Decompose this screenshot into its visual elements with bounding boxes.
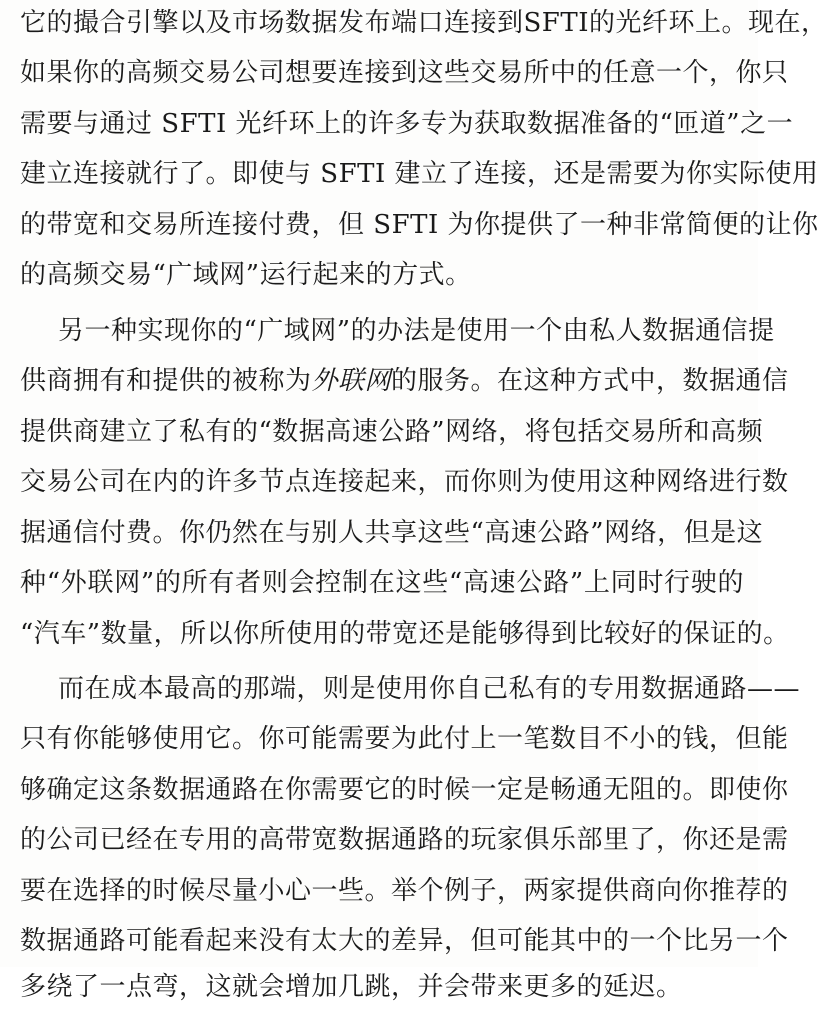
- paragraph-first-line: 另一种实现你的“广域网”的办法是使用一个由私人数据通信提: [58, 316, 775, 346]
- text-line: “汽车”数量，所以你所使用的带宽还是能够得到比较好的保证的。: [20, 619, 790, 649]
- text-line: 多绕了一点弯，这就会增加几跳，并会带来更多的延迟。: [20, 972, 683, 1002]
- text-line: 需要与通过 SFTI 光纤环上的许多专为获取数据准备的“匝道”之一: [20, 109, 794, 139]
- text-segment: 的服务。在这种方式中，数据通信: [391, 366, 789, 396]
- text-line: 提供商建立了私有的“数据高速公路”网络，将包括交易所和高频: [20, 417, 764, 447]
- text-line: 数据通路可能看起来没有太大的差异，但可能其中的一个比另一个: [20, 926, 789, 956]
- text-line: 如果你的高频交易公司想要连接到这些交易所中的任意一个，你只: [20, 58, 789, 88]
- text-line: 的公司已经在专用的高带宽数据通路的玩家俱乐部里了，你还是需: [20, 825, 789, 855]
- text-line: 建立连接就行了。即使与 SFTI 建立了连接，还是需要为你实际使用: [20, 159, 819, 189]
- text-segment: 供商拥有和提供的被称为: [20, 366, 312, 396]
- paragraph-first-line: 而在成本最高的那端，则是使用你自己私有的专用数据通路——: [58, 674, 801, 704]
- text-line: 够确定这条数据通路在你需要它的时候一定是畅通无阻的。即使你: [20, 775, 789, 805]
- text-line: 据通信付费。你仍然在与别人共享这些“高速公路”网络，但是这: [20, 518, 764, 548]
- emphasized-term: 外联网: [311, 366, 392, 396]
- text-line: 种“外联网”的所有者则会控制在这些“高速公路”上同时行驶的: [20, 568, 744, 598]
- text-line: 的带宽和交易所连接付费，但 SFTI 为你提供了一种非常简便的让你: [20, 210, 819, 240]
- text-line: 只有你能够使用它。你可能需要为此付上一笔数目不小的钱，但能: [20, 724, 789, 754]
- text-line: 交易公司在内的许多节点连接起来，而你则为使用这种网络进行数: [20, 467, 789, 497]
- text-line-with-emphasis: [20, 356, 789, 406]
- text-line: 它的撮合引擎以及市场数据发布端口连接到SFTI的光纤环上。现在，: [20, 8, 827, 38]
- text-line: 要在选择的时候尽量小心一些。举个例子，两家提供商向你推荐的: [20, 876, 789, 906]
- text-line: 的高频交易“广域网”运行起来的方式。: [20, 260, 472, 290]
